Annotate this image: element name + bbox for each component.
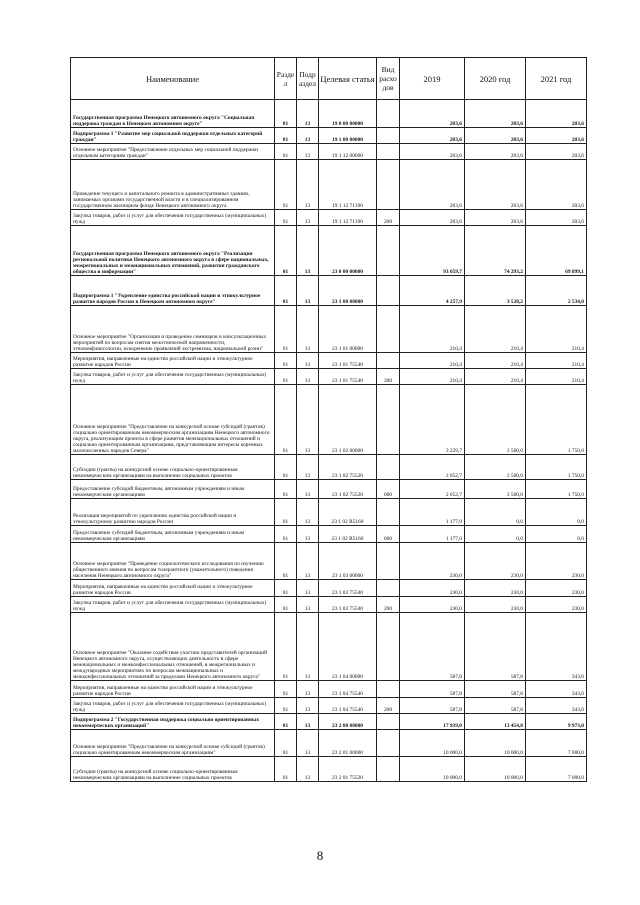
cell-target: 19 1 12 71190 xyxy=(319,210,377,226)
header-target: Целевая статья xyxy=(319,58,377,100)
cell-2021: 7 000,0 xyxy=(526,757,587,782)
cell-target: 23 1 04 75540 xyxy=(319,698,377,714)
cell-2020: 230,0 xyxy=(465,597,526,613)
cell-section: 01 xyxy=(275,100,297,128)
cell-2020: 203,6 xyxy=(465,160,526,210)
table-row xyxy=(71,306,587,353)
cell-2021: 210,4 xyxy=(526,369,587,385)
cell-name: Основное мероприятие "Предоставление отдельных мер социальной поддержки отдельным категориям граждан" xyxy=(71,144,275,160)
cell-2021: 230,0 xyxy=(526,580,587,597)
cell-section: 01 xyxy=(275,369,297,385)
cell-2019: 587,8 xyxy=(400,681,465,698)
table-row xyxy=(71,455,587,480)
table-row xyxy=(71,226,587,276)
cell-section: 01 xyxy=(275,681,297,698)
table-header-row xyxy=(71,58,587,100)
cell-expense-type: 200 xyxy=(377,210,400,226)
cell-2021: 1 750,0 xyxy=(526,480,587,499)
cell-2021: 7 000,0 xyxy=(526,730,587,757)
cell-subsection: 13 xyxy=(297,128,319,144)
cell-subsection: 13 xyxy=(297,580,319,597)
cell-2019: 1 177,0 xyxy=(400,499,465,526)
header-name: Наименование xyxy=(71,58,275,100)
cell-2019: 230,0 xyxy=(400,597,465,613)
cell-name: Государственная программа Ненецкого автономного округа "Реализация региональной политики Ненецкого автономного округа в сфере национальных, межрегиональных и межнациональных отношений, развития гражданского общества и информации" xyxy=(71,226,275,276)
cell-name: Закупка товаров, работ и услуг для обеспечения государственных (муниципальных) нужд xyxy=(71,698,275,714)
cell-2020: 2 500,0 xyxy=(465,480,526,499)
cell-2019: 10 000,0 xyxy=(400,757,465,782)
cell-expense-type xyxy=(377,681,400,698)
cell-expense-type xyxy=(377,543,400,580)
cell-subsection: 13 xyxy=(297,353,319,369)
cell-expense-type xyxy=(377,455,400,480)
cell-expense-type xyxy=(377,714,400,730)
cell-2020: 587,8 xyxy=(465,698,526,714)
cell-subsection: 13 xyxy=(297,681,319,698)
cell-section: 01 xyxy=(275,455,297,480)
header-2019: 2019 xyxy=(400,58,465,100)
cell-section: 01 xyxy=(275,385,297,455)
budget-table xyxy=(70,57,587,782)
cell-target: 23 2 00 00000 xyxy=(319,714,377,730)
cell-2020: 203,6 xyxy=(465,100,526,128)
cell-target: 19 1 12 00000 xyxy=(319,144,377,160)
cell-name: Подпрограмма 2 "Государственная поддержка социально ориентированных некоммерческих организаций" xyxy=(71,714,275,730)
cell-subsection: 13 xyxy=(297,385,319,455)
cell-name: Закупка товаров, работ и услуг для обеспечения государственных (муниципальных) нужд xyxy=(71,210,275,226)
cell-subsection: 13 xyxy=(297,480,319,499)
cell-name: Предоставление субсидий бюджетным, автономным учреждениям и иным некоммерческим организациям xyxy=(71,526,275,543)
cell-2020: 2 500,0 xyxy=(465,385,526,455)
cell-section: 01 xyxy=(275,210,297,226)
table-row xyxy=(71,698,587,714)
cell-target: 19 0 00 00000 xyxy=(319,100,377,128)
cell-2019: 2 052,7 xyxy=(400,480,465,499)
cell-section: 01 xyxy=(275,306,297,353)
cell-expense-type xyxy=(377,353,400,369)
cell-target: 19 1 12 71190 xyxy=(319,160,377,210)
cell-expense-type: 200 xyxy=(377,698,400,714)
cell-2020: 13 454,8 xyxy=(465,714,526,730)
cell-2020: 0,0 xyxy=(465,499,526,526)
table-row xyxy=(71,480,587,499)
cell-name: Основное мероприятие "Предоставление на конкурсной основе субсидий (грантов) социально ориентированным некоммерческим организациям Ненецкого автономного округа, реализующим проекты в сфере развития межнациональных отношений и социально ориентированным организациям, представляющим интересы коренных малочисленных народов Севера" xyxy=(71,385,275,455)
cell-2019: 93 659,7 xyxy=(400,226,465,276)
cell-target: 23 1 02 R5160 xyxy=(319,499,377,526)
cell-2019: 587,8 xyxy=(400,698,465,714)
cell-name: Субсидии (гранты) на конкурсной основе социально-ориентированным некоммерческим организациям на выполнение социальных проектов xyxy=(71,757,275,782)
cell-name: Подпрограмма 1 "Развитие мер социальной поддержки отдельных категорий граждан" xyxy=(71,128,275,144)
cell-subsection: 13 xyxy=(297,526,319,543)
cell-subsection: 13 xyxy=(297,757,319,782)
cell-2020: 10 000,0 xyxy=(465,730,526,757)
cell-2019: 1 177,0 xyxy=(400,526,465,543)
cell-section: 01 xyxy=(275,276,297,306)
cell-subsection: 13 xyxy=(297,369,319,385)
cell-2021: 343,6 xyxy=(526,613,587,681)
cell-2019: 4 257,9 xyxy=(400,276,465,306)
cell-expense-type xyxy=(377,276,400,306)
cell-section: 01 xyxy=(275,597,297,613)
cell-name: Основное мероприятие "Организация и проведение семинаров и консультационных мероприятий по вопросам снятия межэтнической напряженности, этноконфликтологии, искоренение проявлений экстремизма, национальной розни" xyxy=(71,306,275,353)
cell-target: 23 1 02 00000 xyxy=(319,385,377,455)
cell-target: 23 1 02 R5160 xyxy=(319,526,377,543)
cell-subsection: 13 xyxy=(297,597,319,613)
header-2021: 2021 год xyxy=(526,58,587,100)
cell-name: Реализация мероприятий по укреплению единства российской нации и этнокультурному развитию народов России xyxy=(71,499,275,526)
cell-2020: 3 528,2 xyxy=(465,276,526,306)
cell-section: 01 xyxy=(275,353,297,369)
cell-expense-type xyxy=(377,128,400,144)
table-row xyxy=(71,353,587,369)
cell-section: 01 xyxy=(275,480,297,499)
cell-subsection: 13 xyxy=(297,210,319,226)
cell-subsection: 13 xyxy=(297,499,319,526)
cell-name: Закупка товаров, работ и услуг для обеспечения государственных (муниципальных) нужд xyxy=(71,597,275,613)
cell-subsection: 13 xyxy=(297,613,319,681)
cell-2019: 203,6 xyxy=(400,144,465,160)
cell-expense-type xyxy=(377,144,400,160)
cell-expense-type: 600 xyxy=(377,526,400,543)
cell-2021: 203,6 xyxy=(526,160,587,210)
cell-target: 23 1 01 00000 xyxy=(319,306,377,353)
cell-target: 23 1 03 75540 xyxy=(319,597,377,613)
cell-section: 01 xyxy=(275,128,297,144)
cell-2020: 0,0 xyxy=(465,526,526,543)
cell-expense-type xyxy=(377,226,400,276)
cell-subsection: 13 xyxy=(297,306,319,353)
cell-2020: 587,8 xyxy=(465,613,526,681)
cell-2021: 0,0 xyxy=(526,526,587,543)
cell-2020: 2 500,0 xyxy=(465,455,526,480)
cell-2019: 210,4 xyxy=(400,369,465,385)
cell-name: Основное мероприятие "Оказание содействия участию представителей организаций Ненецкого автономного округа, осуществляющих деятельность в сфере межнациональных и межконфессиональных отношений, в межрегиональных и международных мероприятиях по вопросам межнациональных и межконфессиональных отношений за пределами Ненецкого автономного округа" xyxy=(71,613,275,681)
cell-target: 23 1 02 75520 xyxy=(319,480,377,499)
cell-2019: 2 052,7 xyxy=(400,455,465,480)
cell-subsection: 13 xyxy=(297,543,319,580)
cell-target: 23 1 04 75540 xyxy=(319,681,377,698)
table-row xyxy=(71,681,587,698)
table-row xyxy=(71,128,587,144)
cell-expense-type xyxy=(377,730,400,757)
cell-name: Закупка товаров, работ и услуг для обеспечения государственных (муниципальных) нужд xyxy=(71,369,275,385)
cell-section: 01 xyxy=(275,698,297,714)
cell-2019: 203,6 xyxy=(400,210,465,226)
table-row xyxy=(71,526,587,543)
cell-expense-type xyxy=(377,160,400,210)
cell-expense-type xyxy=(377,385,400,455)
cell-section: 01 xyxy=(275,757,297,782)
cell-2021: 1 750,0 xyxy=(526,455,587,480)
cell-expense-type xyxy=(377,580,400,597)
cell-2019: 210,4 xyxy=(400,306,465,353)
header-expense-type: Вид расхо дов xyxy=(377,58,400,100)
table-row xyxy=(71,385,587,455)
cell-2021: 9 973,0 xyxy=(526,714,587,730)
cell-2019: 17 939,0 xyxy=(400,714,465,730)
cell-2021: 203,6 xyxy=(526,144,587,160)
cell-name: Субсидии (гранты) на конкурсной основе социально-ориентированным некоммерческим организациям на выполнение социальных проектов xyxy=(71,455,275,480)
table-body xyxy=(71,100,587,782)
cell-2020: 10 000,0 xyxy=(465,757,526,782)
cell-target: 23 1 01 75540 xyxy=(319,369,377,385)
cell-target: 23 1 00 00000 xyxy=(319,276,377,306)
cell-2020: 203,6 xyxy=(465,128,526,144)
cell-2019: 203,6 xyxy=(400,160,465,210)
cell-section: 01 xyxy=(275,613,297,681)
header-section: Разде л xyxy=(275,58,297,100)
table-row xyxy=(71,580,587,597)
cell-subsection: 13 xyxy=(297,714,319,730)
cell-target: 23 1 03 00000 xyxy=(319,543,377,580)
cell-subsection: 13 xyxy=(297,730,319,757)
cell-2021: 69 899,1 xyxy=(526,226,587,276)
cell-2021: 230,0 xyxy=(526,543,587,580)
cell-subsection: 13 xyxy=(297,144,319,160)
table-row xyxy=(71,144,587,160)
cell-section: 01 xyxy=(275,580,297,597)
cell-2019: 10 000,0 xyxy=(400,730,465,757)
cell-2020: 203,6 xyxy=(465,210,526,226)
cell-name: Проведение текущего и капитального ремонта в административных зданиях, занимаемых органами государственной власти и в специализированном государственном жилищном фонде Ненецкого автономного округа xyxy=(71,160,275,210)
cell-subsection: 13 xyxy=(297,160,319,210)
cell-2020: 210,4 xyxy=(465,306,526,353)
cell-section: 01 xyxy=(275,714,297,730)
cell-2021: 343,6 xyxy=(526,698,587,714)
table-row xyxy=(71,730,587,757)
cell-expense-type xyxy=(377,100,400,128)
table-row xyxy=(71,369,587,385)
table-row xyxy=(71,276,587,306)
cell-2019: 203,6 xyxy=(400,100,465,128)
cell-expense-type xyxy=(377,757,400,782)
cell-subsection: 13 xyxy=(297,276,319,306)
cell-section: 01 xyxy=(275,226,297,276)
cell-2021: 1 750,0 xyxy=(526,385,587,455)
cell-target: 23 2 01 00000 xyxy=(319,730,377,757)
cell-2020: 587,8 xyxy=(465,681,526,698)
cell-section: 01 xyxy=(275,543,297,580)
cell-subsection: 13 xyxy=(297,698,319,714)
cell-expense-type xyxy=(377,613,400,681)
cell-section: 01 xyxy=(275,160,297,210)
table-row xyxy=(71,160,587,210)
cell-section: 01 xyxy=(275,526,297,543)
cell-2021: 230,0 xyxy=(526,597,587,613)
table-row xyxy=(71,499,587,526)
cell-section: 01 xyxy=(275,144,297,160)
cell-subsection: 13 xyxy=(297,455,319,480)
cell-2021: 210,4 xyxy=(526,306,587,353)
table-row xyxy=(71,613,587,681)
cell-expense-type: 600 xyxy=(377,480,400,499)
cell-subsection: 13 xyxy=(297,100,319,128)
cell-2019: 3 229,7 xyxy=(400,385,465,455)
cell-2021: 210,4 xyxy=(526,353,587,369)
cell-2020: 230,0 xyxy=(465,543,526,580)
cell-2019: 230,0 xyxy=(400,543,465,580)
cell-section: 01 xyxy=(275,730,297,757)
cell-2021: 343,6 xyxy=(526,681,587,698)
cell-2019: 203,6 xyxy=(400,128,465,144)
cell-name: Государственная программа Ненецкого автономного округа "Социальная поддержка граждан в Ненецком автономном округе" xyxy=(71,100,275,128)
cell-2021: 203,6 xyxy=(526,100,587,128)
cell-name: Основное мероприятие "Предоставление на конкурсной основе субсидий (грантов) социально ориентированным некоммерческим организациям" xyxy=(71,730,275,757)
cell-2019: 587,8 xyxy=(400,613,465,681)
cell-2020: 210,4 xyxy=(465,369,526,385)
cell-2021: 2 534,0 xyxy=(526,276,587,306)
cell-2020: 203,6 xyxy=(465,144,526,160)
cell-name: Подпрограмма 1 "Укрепление единства российской нации и этнокультурное развитие народов России в Ненецком автономном округе" xyxy=(71,276,275,306)
table-row xyxy=(71,757,587,782)
cell-section: 01 xyxy=(275,499,297,526)
cell-expense-type xyxy=(377,306,400,353)
cell-2021: 0,0 xyxy=(526,499,587,526)
cell-expense-type: 200 xyxy=(377,369,400,385)
header-subsection: Подр аздел xyxy=(297,58,319,100)
cell-name: Предоставление субсидий бюджетным, автономным учреждениям и иным некоммерческим организациям xyxy=(71,480,275,499)
cell-2019: 230,0 xyxy=(400,580,465,597)
cell-name: Основное мероприятие "Проведение социологического исследования по изучению общественного мнения по вопросам толерантного (уважительного) поведения населения Ненецкого автономного округа" xyxy=(71,543,275,580)
cell-2020: 74 293,2 xyxy=(465,226,526,276)
cell-name: Мероприятия, направленные на единство российской нации и этнокультурное развитие народов России xyxy=(71,353,275,369)
cell-target: 23 0 00 00000 xyxy=(319,226,377,276)
cell-2019: 210,4 xyxy=(400,353,465,369)
cell-name: Мероприятия, направленные на единство российской нации и этнокультурное развитие народов России xyxy=(71,681,275,698)
header-2020: 2020 год xyxy=(465,58,526,100)
table-row xyxy=(71,714,587,730)
cell-target: 19 1 00 00000 xyxy=(319,128,377,144)
cell-target: 23 1 01 75540 xyxy=(319,353,377,369)
cell-expense-type: 200 xyxy=(377,597,400,613)
cell-2021: 203,6 xyxy=(526,210,587,226)
cell-target: 23 1 03 75540 xyxy=(319,580,377,597)
cell-subsection: 13 xyxy=(297,226,319,276)
cell-2021: 203,6 xyxy=(526,128,587,144)
table-row xyxy=(71,543,587,580)
table-row xyxy=(71,597,587,613)
cell-2020: 210,4 xyxy=(465,353,526,369)
cell-target: 23 1 04 00000 xyxy=(319,613,377,681)
cell-expense-type xyxy=(377,499,400,526)
table-row xyxy=(71,100,587,128)
cell-target: 23 2 01 75520 xyxy=(319,757,377,782)
page-number: 8 xyxy=(316,848,324,863)
table-row xyxy=(71,210,587,226)
cell-target: 23 1 02 75520 xyxy=(319,455,377,480)
cell-name: Мероприятия, направленные на единство российской нации и этнокультурное развитие народов России xyxy=(71,580,275,597)
cell-2020: 230,0 xyxy=(465,580,526,597)
